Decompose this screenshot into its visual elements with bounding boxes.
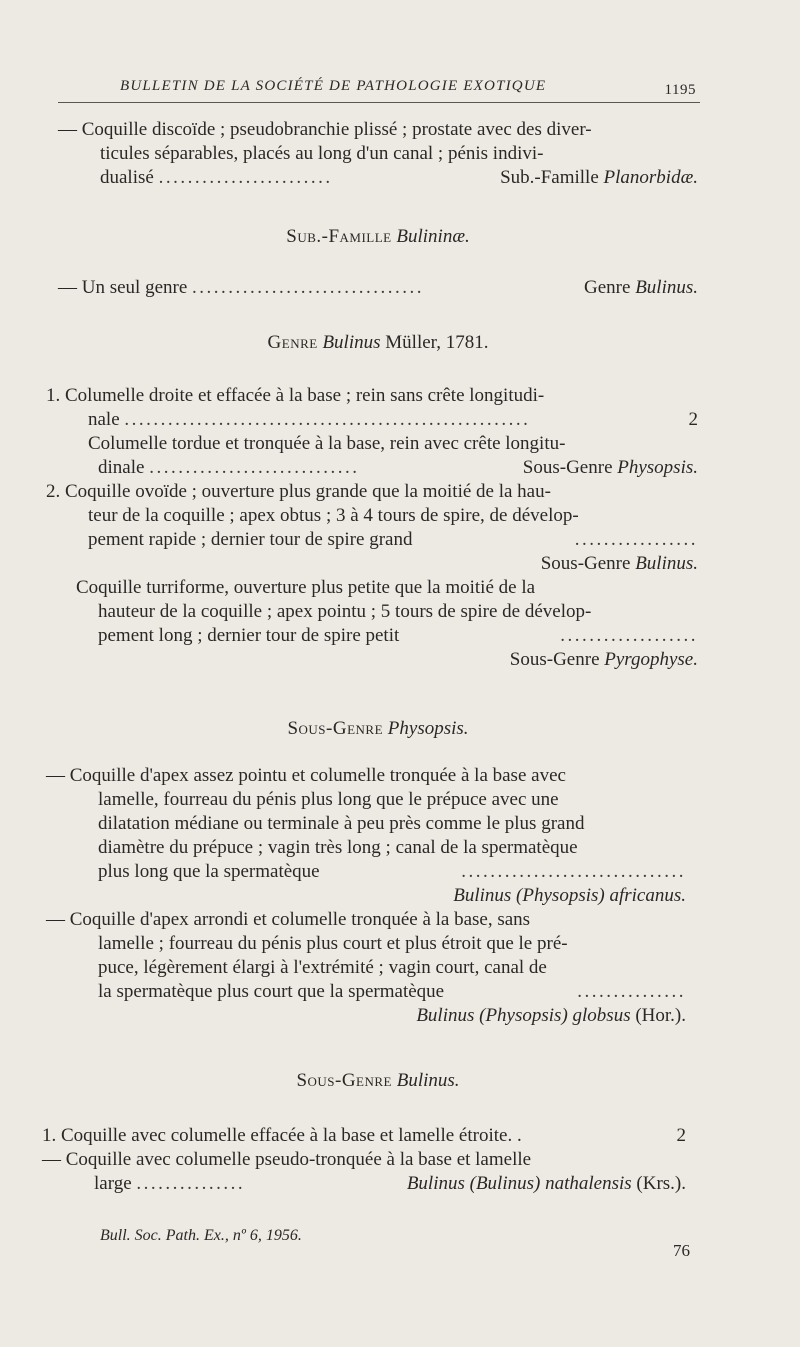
text-fragment: la spermatèque plus court que la spermatèque [98, 981, 445, 1002]
text-fragment: dinale [98, 457, 145, 478]
physopsis-key [46, 764, 686, 1028]
journal-citation: Bull. Soc. Path. Ex., nº 6, 1956. [100, 1227, 302, 1244]
page-footer [100, 1227, 700, 1260]
heading-taxon: Physopsis. [387, 718, 469, 739]
text-line: — Coquille d'apex arrondi et columelle tronquée à la base, sans [46, 909, 531, 930]
text-line [46, 408, 698, 432]
text-fragment: Sous-Genre [540, 553, 631, 574]
leader-dots: ............................... [461, 861, 686, 882]
text-fragment: Sous-Genre [509, 649, 600, 670]
text-line [42, 1172, 686, 1196]
text-line: dilatation médiane ou terminale à peu près comme le plus grand [98, 813, 585, 834]
text-line: puce, légèrement élargi à l'extrémité ; vagin court, canal de [98, 957, 547, 978]
leader-dots: ............... [136, 1173, 246, 1194]
taxon-name: Planorbidæ. [603, 167, 698, 188]
taxon-name: Bulinus. [635, 553, 698, 574]
text-line [46, 884, 686, 908]
text-line: Coquille turriforme, ouverture plus petite que la moitié de la [76, 577, 536, 598]
bulinus-key [42, 1124, 686, 1196]
text-fragment: nale [88, 409, 120, 430]
text-line [46, 456, 698, 480]
text-line [58, 166, 698, 190]
text-line: diamètre du prépuce ; vagin très long ; canal de la spermatèque [98, 837, 578, 858]
text-line [46, 624, 698, 648]
author-abbrev: (Hor.). [635, 1005, 686, 1026]
leader-dots: ............................. [149, 457, 360, 478]
section-heading [58, 718, 698, 740]
text-line [46, 980, 686, 1004]
taxon-name: Bulinus (Physopsis) africanus. [453, 885, 686, 906]
text-line: hauteur de la coquille ; apex pointu ; 5 tours de spire de dévelop- [98, 601, 592, 622]
heading-rank: Genre [267, 332, 318, 353]
heading-taxon: Bulininæ. [396, 226, 470, 247]
leader-dots: ........................................................ [124, 409, 531, 430]
heading-rank: Sous-Genre [296, 1070, 392, 1091]
text-fragment: Sub.-Famille [500, 167, 599, 188]
section-heading [58, 226, 698, 248]
text-line: — Coquille discoïde ; pseudobranchie plissé ; prostate avec des diver- [58, 119, 592, 140]
text-fragment: plus long que la spermatèque [98, 861, 320, 882]
text-fragment: large [94, 1173, 132, 1194]
text-line: 1. Columelle droite et effacée à la base ; rein sans crête longitudi- [46, 385, 545, 406]
text-fragment: 1. Coquille avec columelle effacée à la base et lamelle étroite. . [42, 1125, 522, 1146]
text-fragment: pement long ; dernier tour de spire petit [98, 625, 400, 646]
genus-key [46, 384, 698, 672]
leader-dots: ................................ [192, 277, 425, 298]
intro-couplet [58, 118, 698, 190]
running-header [58, 72, 700, 103]
signature-folio: 76 [673, 1241, 690, 1260]
leader-dots: ................. [574, 529, 698, 550]
text-fragment: — Un seul genre [58, 277, 188, 298]
taxon-name: Bulinus (Bulinus) nathalensis [406, 1173, 632, 1194]
text-line [46, 552, 698, 576]
taxon-name: Physopsis. [617, 457, 698, 478]
heading-rank: Sous-Genre [287, 718, 384, 739]
leader-dots: ........................ [158, 167, 333, 188]
text-line [58, 276, 698, 300]
text-line: teur de la coquille ; apex obtus ; 3 à 4 tours de spire, de dévelop- [88, 505, 579, 526]
text-line [46, 860, 686, 884]
text-line: — Coquille avec columelle pseudo-tronquée à la base et lamelle [42, 1149, 532, 1170]
leader-dots: ............... [577, 981, 686, 1002]
text-line: lamelle ; fourreau du pénis plus court et plus étroit que le pré- [98, 933, 568, 954]
heading-author: Müller, 1781. [385, 332, 489, 353]
key-reference: 2 [688, 409, 698, 430]
taxon-name: Bulinus (Physopsis) globsus [416, 1005, 631, 1026]
text-fragment: pement rapide ; dernier tour de spire grand [88, 529, 413, 550]
text-line [46, 528, 698, 552]
text-line: lamelle, fourreau du pénis plus long que le prépuce avec une [98, 789, 559, 810]
text-line: — Coquille d'apex assez pointu et columelle tronquée à la base avec [46, 765, 566, 786]
heading-taxon: Bulinus. [396, 1070, 460, 1091]
text-fragment: Sous-Genre [522, 457, 613, 478]
section-heading [58, 1070, 698, 1092]
leader-dots: ................... [560, 625, 698, 646]
text-line [42, 1124, 686, 1148]
page-number: 1195 [664, 82, 696, 98]
heading-rank: Sub.-Famille [286, 226, 392, 247]
author-abbrev: (Krs.). [636, 1173, 686, 1194]
text-line: Columelle tordue et tronquée à la base, rein avec crête longitu- [88, 433, 566, 454]
text-line: 2. Coquille ovoïde ; ouverture plus grande que la moitié de la hau- [46, 481, 551, 502]
text-line [46, 1004, 686, 1028]
heading-taxon: Bulinus [322, 332, 381, 353]
section-heading [58, 332, 698, 354]
text-line: ticules séparables, placés au long d'un canal ; pénis indivi- [100, 143, 544, 164]
key-reference: 2 [676, 1125, 686, 1146]
text-line [46, 648, 698, 672]
text-fragment: dualisé [100, 167, 154, 188]
taxon-name: Bulinus. [635, 277, 698, 298]
text-fragment: Genre [584, 277, 631, 298]
taxon-name: Pyrgophyse. [604, 649, 698, 670]
running-title: BULLETIN DE LA SOCIÉTÉ DE PATHOLOGIE EXOTIQUE [120, 78, 547, 94]
subfamily-couplet [58, 276, 698, 300]
